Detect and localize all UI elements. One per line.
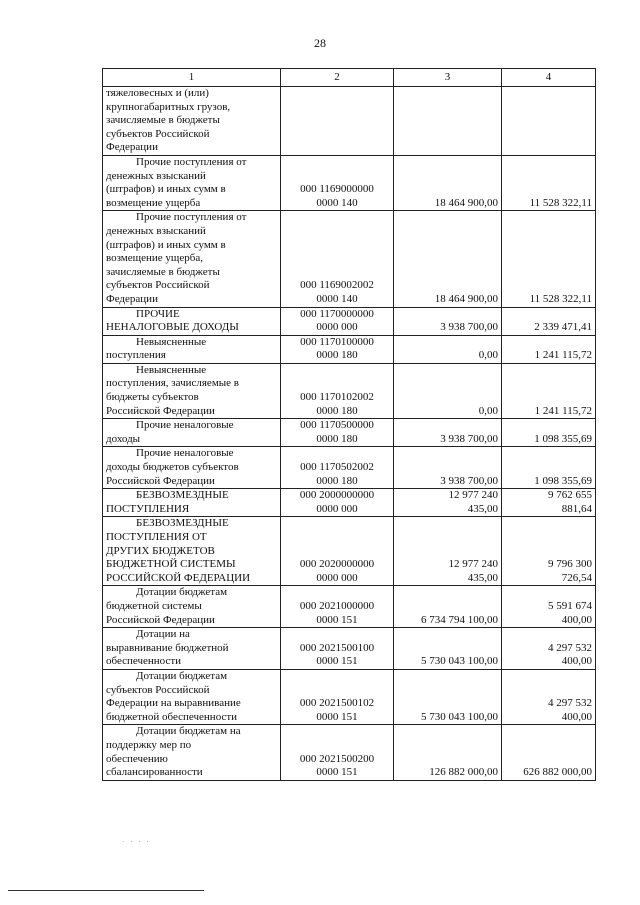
- row-value-col4-cell: [502, 628, 596, 670]
- cell-line: поступления, зачисляемые в: [106, 377, 239, 390]
- cell-line: субъектов Российской: [106, 127, 210, 140]
- table-row: [103, 489, 596, 517]
- row-name-cell: [103, 586, 281, 628]
- cell-line: 400,00: [561, 655, 592, 668]
- cell-line: БЮДЖЕТНОЙ СИСТЕМЫ: [106, 558, 236, 571]
- cell-line: 000 1170102002: [300, 391, 374, 404]
- row-value-col3-cell: [394, 586, 502, 628]
- cell-line: выравнивание бюджетной: [106, 641, 229, 654]
- cell-line: БЕЗВОЗМЕЗДНЫЕ: [136, 489, 229, 502]
- footer-rule: [8, 890, 204, 891]
- cell-line: 12 977 240: [448, 489, 498, 502]
- cell-line: Российской Федерации: [106, 404, 215, 417]
- row-value-col4-cell: [502, 211, 596, 307]
- cell-line: НЕНАЛОГОВЫЕ ДОХОДЫ: [106, 321, 239, 334]
- row-name-cell: [103, 419, 281, 447]
- cell-line: 2 339 471,41: [534, 321, 592, 334]
- cell-line: 000 2000000000: [299, 489, 375, 502]
- cell-line: 000 2021500102: [299, 697, 375, 710]
- row-value-col4-cell: [502, 363, 596, 418]
- row-value-col4-cell: [502, 419, 596, 447]
- cell-line: 3 938 700,00: [440, 432, 498, 445]
- table-row: [103, 725, 596, 780]
- table-row: [103, 363, 596, 418]
- page-number: 28: [314, 36, 326, 50]
- cell-line: 626 882 000,00: [523, 766, 592, 779]
- row-value-col4-cell: [502, 447, 596, 489]
- cell-line: Дотации бюджетам: [136, 586, 228, 599]
- row-code-cell: [281, 307, 394, 335]
- cell-line: 11 528 322,11: [529, 196, 592, 209]
- row-code-cell: [281, 211, 394, 307]
- row-name-cell: [103, 211, 281, 307]
- cell-line: 000 2021500200: [299, 752, 375, 765]
- cell-line: 000 2020000000: [299, 558, 375, 571]
- cell-line: Дотации на: [136, 628, 190, 641]
- row-name-cell: [103, 155, 281, 210]
- table-row: [103, 586, 596, 628]
- cell-line: Федерации: [106, 292, 158, 305]
- row-name-cell: [103, 363, 281, 418]
- cell-line: 0000 000: [316, 502, 358, 515]
- cell-line: 000 2021500100: [299, 641, 375, 654]
- cell-line: 18 464 900,00: [434, 196, 498, 209]
- cell-line: Прочие поступления от: [136, 211, 247, 224]
- cell-line: ПРОЧИЕ: [136, 307, 180, 320]
- cell-line: Невыясненные: [136, 335, 207, 348]
- row-value-col4-cell: [502, 669, 596, 724]
- cell-line: доходы: [106, 432, 141, 445]
- column-header-2: 2: [281, 69, 394, 87]
- row-code-cell: [281, 725, 394, 780]
- cell-line: поступления: [106, 349, 166, 362]
- cell-line: 126 882 000,00: [429, 766, 498, 779]
- cell-line: 726,54: [561, 571, 592, 584]
- cell-line: крупногабаритных грузов,: [106, 100, 231, 113]
- cell-line: 0000 151: [316, 655, 358, 668]
- cell-line: 000 1169002002: [300, 279, 374, 292]
- row-code-cell: [281, 586, 394, 628]
- cell-line: тяжеловесных и (или): [106, 87, 209, 99]
- cell-line: 1 098 355,69: [534, 432, 592, 445]
- cell-line: 0000 140: [316, 292, 358, 305]
- row-value-col3-cell: [394, 419, 502, 447]
- cell-line: 5 730 043 100,00: [421, 655, 498, 668]
- column-header-4: 4: [502, 69, 596, 87]
- table-row: [103, 419, 596, 447]
- cell-line: 0000 000: [316, 321, 358, 334]
- table-row: [103, 447, 596, 489]
- row-value-col3-cell: [394, 725, 502, 780]
- row-value-col3-cell: [394, 307, 502, 335]
- row-value-col4-cell: [502, 87, 596, 156]
- row-value-col4-cell: [502, 586, 596, 628]
- table-row: [103, 669, 596, 724]
- cell-line: (штрафов) и иных сумм в: [106, 238, 226, 251]
- cell-line: Дотации бюджетам: [136, 669, 228, 682]
- cell-line: Невыясненные: [136, 363, 207, 376]
- cell-line: 000 1170502002: [300, 461, 374, 474]
- cell-line: субъектов Российской: [106, 279, 210, 292]
- cell-line: ПОСТУПЛЕНИЯ: [106, 502, 190, 515]
- row-name-cell: [103, 628, 281, 670]
- cell-line: 000 1170000000: [300, 307, 374, 320]
- row-code-cell: [281, 669, 394, 724]
- table-row: [103, 307, 596, 335]
- cell-line: сбалансированности: [106, 766, 203, 779]
- cell-line: 4 297 532: [548, 697, 592, 710]
- table-row: [103, 628, 596, 670]
- cell-line: РОССИЙСКОЙ ФЕДЕРАЦИИ: [106, 571, 251, 584]
- cell-line: 0000 000: [316, 571, 358, 584]
- cell-line: зачисляемые в бюджеты: [106, 265, 220, 278]
- cell-line: 000 2021000000: [299, 599, 375, 612]
- row-value-col3-cell: [394, 363, 502, 418]
- table-row: [103, 87, 596, 156]
- cell-line: 5 730 043 100,00: [421, 710, 498, 723]
- cell-line: 1 241 115,72: [534, 404, 592, 417]
- row-value-col3-cell: [394, 211, 502, 307]
- row-name-cell: [103, 87, 281, 156]
- cell-line: 9 762 655: [548, 489, 592, 502]
- cell-line: 0000 151: [316, 766, 358, 779]
- cell-line: ДРУГИХ БЮДЖЕТОВ: [106, 544, 215, 557]
- cell-line: Дотации бюджетам на: [136, 725, 241, 738]
- cell-line: возмещение ущерба,: [106, 252, 203, 265]
- cell-line: 3 938 700,00: [440, 321, 498, 334]
- table-row: [103, 335, 596, 363]
- row-value-col4-cell: [502, 307, 596, 335]
- row-value-col3-cell: [394, 669, 502, 724]
- cell-line: бюджеты субъектов: [106, 391, 199, 404]
- row-value-col3-cell: [394, 447, 502, 489]
- row-name-cell: [103, 725, 281, 780]
- cell-line: Прочие неналоговые: [136, 447, 234, 460]
- row-value-col3-cell: [394, 489, 502, 517]
- cell-line: 000 1170100000: [300, 335, 374, 348]
- row-code-cell: [281, 87, 394, 156]
- cell-line: 3 938 700,00: [440, 474, 498, 487]
- cell-line: 400,00: [561, 710, 592, 723]
- cell-line: Российской Федерации: [106, 474, 215, 487]
- cell-line: 400,00: [561, 613, 592, 626]
- cell-line: денежных взысканий: [106, 224, 206, 237]
- row-code-cell: [281, 155, 394, 210]
- cell-line: Федерации на выравнивание: [106, 697, 241, 710]
- cell-line: 0000 180: [316, 404, 358, 417]
- cell-line: 12 977 240: [448, 558, 498, 571]
- row-value-col4-cell: [502, 489, 596, 517]
- cell-line: 0000 180: [316, 349, 358, 362]
- cell-line: (штрафов) и иных сумм в: [106, 183, 226, 196]
- column-header-1: 1: [103, 69, 281, 87]
- cell-line: субъектов Российской: [106, 683, 210, 696]
- cell-line: бюджетной системы: [106, 599, 202, 612]
- cell-line: обеспеченности: [106, 655, 182, 668]
- cell-line: 6 734 794 100,00: [421, 613, 498, 626]
- cell-line: 0000 140: [316, 196, 358, 209]
- row-code-cell: [281, 517, 394, 586]
- row-name-cell: [103, 307, 281, 335]
- row-value-col4-cell: [502, 517, 596, 586]
- row-value-col4-cell: [502, 155, 596, 210]
- cell-line: возмещение ущерба: [106, 196, 201, 209]
- scan-artifact: · · · ·: [122, 838, 151, 846]
- cell-line: 435,00: [467, 571, 498, 584]
- cell-line: 0000 151: [316, 710, 358, 723]
- cell-line: денежных взысканий: [106, 169, 206, 182]
- cell-line: бюджетной обеспеченности: [106, 710, 238, 723]
- cell-line: зачисляемые в бюджеты: [106, 114, 220, 127]
- cell-line: 4 297 532: [548, 641, 592, 654]
- row-name-cell: [103, 669, 281, 724]
- cell-line: 0,00: [478, 404, 498, 417]
- cell-line: 18 464 900,00: [434, 292, 498, 305]
- row-value-col3-cell: [394, 335, 502, 363]
- cell-line: 11 528 322,11: [529, 292, 592, 305]
- table-header-row: [103, 69, 596, 87]
- cell-line: 000 1170500000: [300, 419, 374, 432]
- cell-line: 1 241 115,72: [534, 349, 592, 362]
- row-code-cell: [281, 419, 394, 447]
- row-code-cell: [281, 335, 394, 363]
- cell-line: Федерации: [106, 141, 158, 154]
- budget-revenue-table: [102, 68, 596, 781]
- cell-line: Российской Федерации: [106, 613, 215, 626]
- cell-line: ПОСТУПЛЕНИЯ ОТ: [106, 531, 207, 543]
- row-name-cell: [103, 489, 281, 517]
- row-name-cell: [103, 447, 281, 489]
- cell-line: доходы бюджетов субъектов: [106, 461, 239, 474]
- row-value-col4-cell: [502, 335, 596, 363]
- cell-line: 5 591 674: [548, 599, 592, 612]
- cell-line: обеспечению: [106, 752, 168, 765]
- row-code-cell: [281, 447, 394, 489]
- row-code-cell: [281, 363, 394, 418]
- cell-line: поддержку мер по: [106, 738, 192, 751]
- row-name-cell: [103, 335, 281, 363]
- cell-line: 0000 180: [316, 432, 358, 445]
- column-header-3: 3: [394, 69, 502, 87]
- row-name-cell: [103, 517, 281, 586]
- row-value-col3-cell: [394, 87, 502, 156]
- row-code-cell: [281, 489, 394, 517]
- row-code-cell: [281, 628, 394, 670]
- table-row: [103, 517, 596, 586]
- cell-line: 9 796 300: [548, 558, 592, 571]
- table-row: [103, 155, 596, 210]
- cell-line: 881,64: [561, 502, 592, 515]
- cell-line: БЕЗВОЗМЕЗДНЫЕ: [136, 517, 229, 530]
- cell-line: Прочие поступления от: [136, 155, 247, 168]
- cell-line: 435,00: [467, 502, 498, 515]
- cell-line: 1 098 355,69: [534, 474, 592, 487]
- cell-line: Прочие неналоговые: [136, 419, 234, 432]
- row-value-col3-cell: [394, 517, 502, 586]
- row-value-col3-cell: [394, 155, 502, 210]
- table-row: [103, 211, 596, 307]
- cell-line: 0000 151: [316, 613, 358, 626]
- cell-line: 0000 180: [316, 474, 358, 487]
- row-value-col3-cell: [394, 628, 502, 670]
- row-value-col4-cell: [502, 725, 596, 780]
- cell-line: 000 1169000000: [300, 183, 374, 196]
- cell-line: 0,00: [478, 349, 498, 362]
